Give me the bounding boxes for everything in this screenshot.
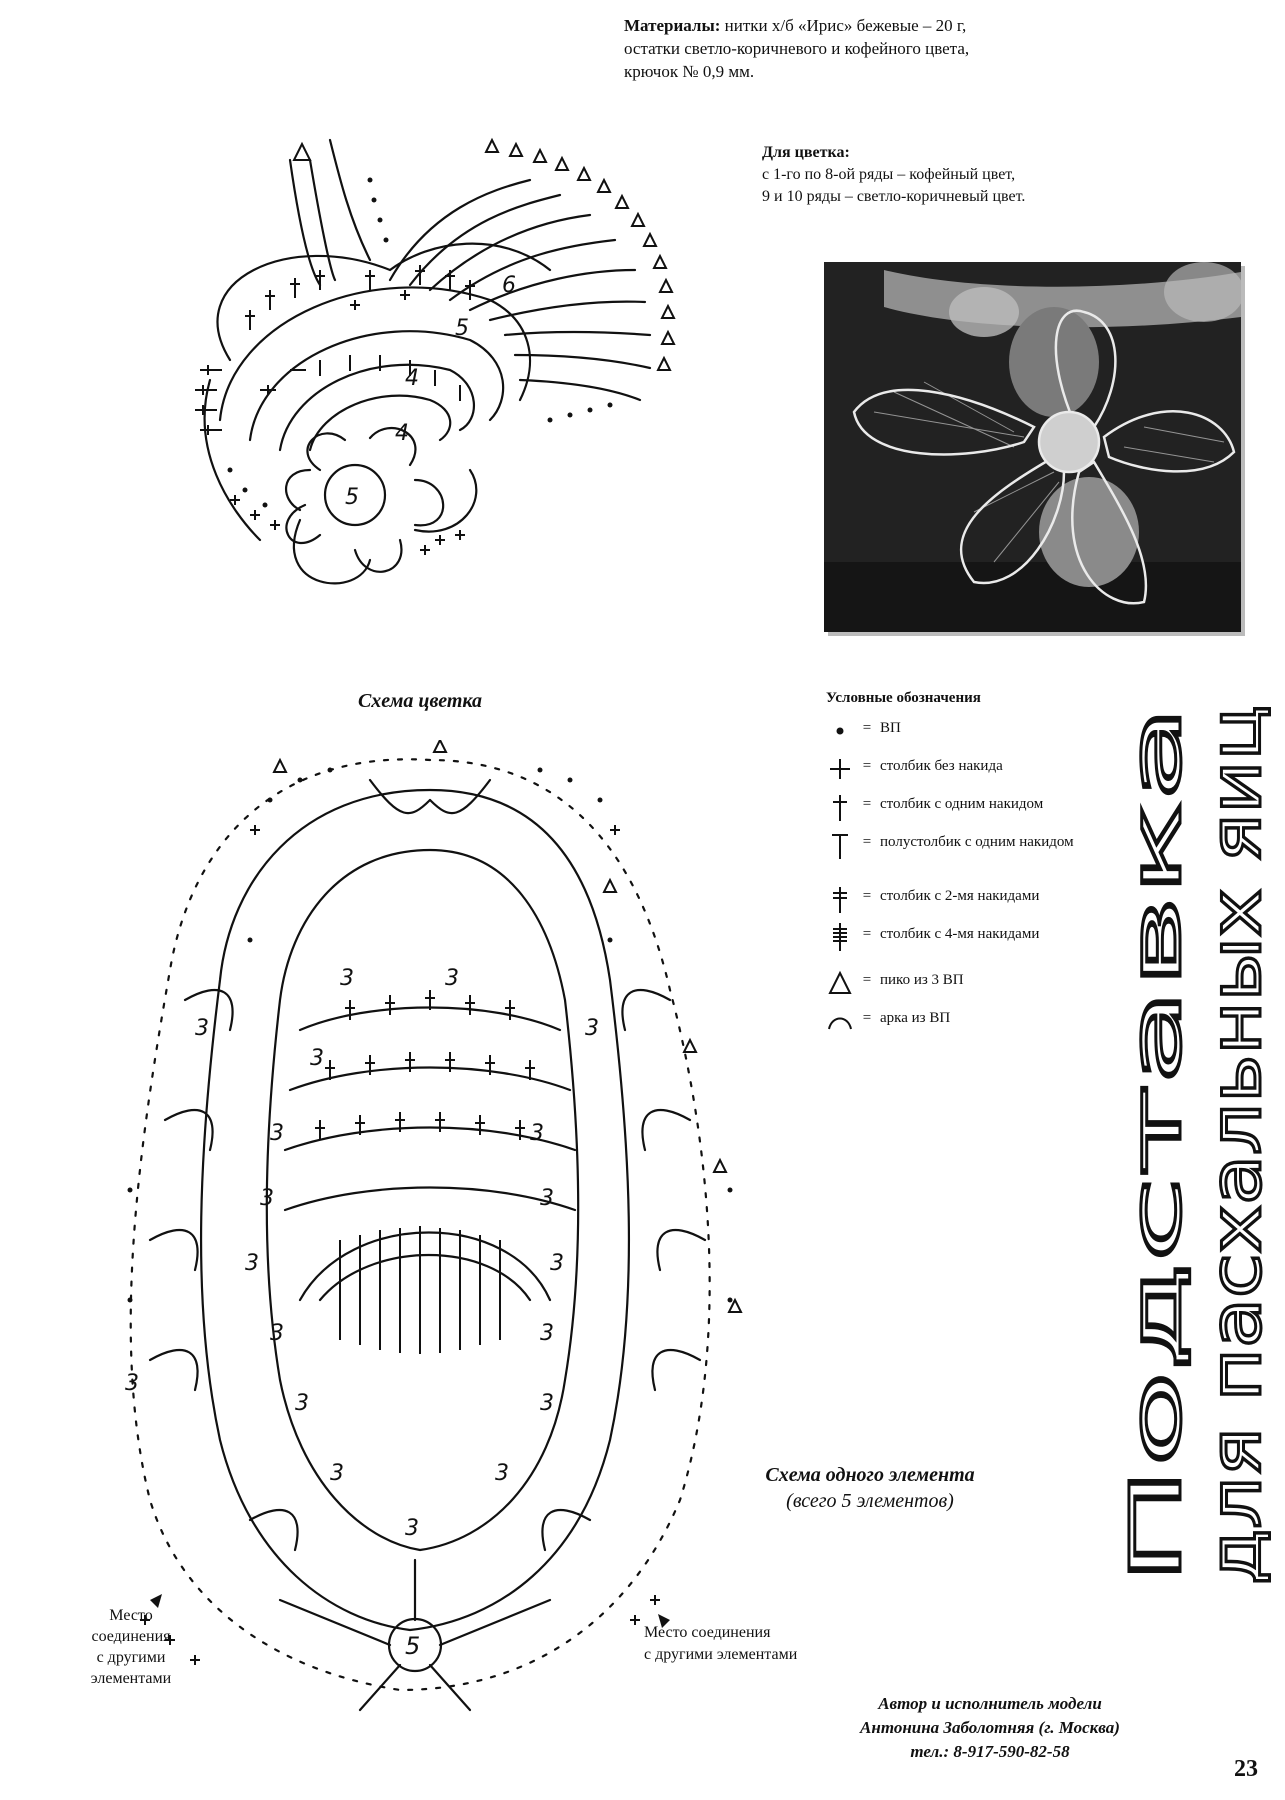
legend-eq: = <box>862 834 872 850</box>
element-number-3-m: 3 <box>540 1321 554 1346</box>
legend <box>826 690 1126 1045</box>
element-number-3-c: 3 <box>340 966 354 991</box>
legend-eq: = <box>862 972 872 988</box>
join-left-line3: с другими <box>96 1649 166 1666</box>
title-line2: для пасхальных яиц <box>1195 830 1277 1585</box>
legend-item-dc <box>826 793 1126 831</box>
legend-item-chain <box>826 717 1126 755</box>
element-number-3-h: 3 <box>260 1186 274 1211</box>
legend-eq: = <box>862 926 872 942</box>
element-number-3-b: 3 <box>585 1016 599 1041</box>
legend-item-hdc <box>826 831 1126 885</box>
legend-eq: = <box>862 796 872 812</box>
flower-note-block <box>762 142 1182 208</box>
legend-text: столбик с 2-мя накидами <box>880 888 1040 904</box>
element-number-3-s: 3 <box>405 1516 419 1541</box>
author-line2: Антонина Заболотняя (г. Москва) <box>860 1718 1120 1737</box>
flower-row-number-b: 4 <box>405 366 419 391</box>
legend-eq: = <box>862 758 872 774</box>
element-number-3-k: 3 <box>550 1251 564 1276</box>
element-number-3-l: 3 <box>270 1321 284 1346</box>
flower-diagram <box>170 120 810 680</box>
join-left-line4: элементами <box>90 1670 172 1687</box>
author-line1: Автор и исполнитель модели <box>878 1694 1102 1713</box>
join-right-line2: с другими элементами <box>644 1646 798 1663</box>
join-right-line1: Место соединения <box>644 1624 771 1641</box>
legend-item-picot <box>826 969 1126 1007</box>
element-number-3-n: 3 <box>125 1371 139 1396</box>
legend-text: ВП <box>880 720 901 736</box>
element-caption-title: Схема одного элемента <box>765 1464 975 1486</box>
dot-chain-icon <box>826 717 854 745</box>
element-caption-subtitle: (всего 5 элементов) <box>786 1490 954 1512</box>
materials-block <box>624 14 1184 83</box>
legend-item-dtr4 <box>826 923 1126 969</box>
legend-item-tr <box>826 885 1126 923</box>
arc-chain-icon <box>826 1007 854 1035</box>
element-number-3-r: 3 <box>495 1461 509 1486</box>
title-line1: Подставка <box>1115 1192 1197 1585</box>
join-left-line2: соединения <box>91 1628 171 1645</box>
legend-text: столбик с одним накидом <box>880 796 1044 812</box>
triangle-picot-icon <box>826 969 854 997</box>
materials-line3: крючок № 0,9 мм. <box>624 62 755 81</box>
legend-eq: = <box>862 888 872 904</box>
legend-item-arc <box>826 1007 1126 1045</box>
legend-text: столбик без накида <box>880 758 1003 774</box>
element-center-number: 5 <box>405 1632 421 1660</box>
hdc-icon <box>826 831 854 859</box>
flower-note-line2: 9 и 10 ряды – светло-коричневый цвет. <box>762 188 1026 205</box>
element-number-3-d: 3 <box>445 966 459 991</box>
legend-text: пико из 3 ВП <box>880 972 964 988</box>
flower-row-number-center: 5 <box>345 485 359 510</box>
flower-row-number-d: 6 <box>502 273 516 298</box>
join-label-right <box>644 1622 884 1666</box>
product-photo <box>824 262 1241 632</box>
element-number-3-a: 3 <box>195 1016 209 1041</box>
tr-icon <box>826 885 854 913</box>
flower-note-label: Для цветка: <box>762 144 850 161</box>
legend-eq: = <box>862 720 872 736</box>
legend-item-sc <box>826 755 1126 793</box>
author-block <box>800 1692 1180 1764</box>
egg-stand-photo-image <box>824 262 1241 632</box>
materials-label: Материалы: <box>624 16 721 35</box>
dtr4-icon <box>826 923 854 951</box>
flower-row-number-a: 4 <box>395 421 409 446</box>
materials-line2: остатки светло-коричневого и кофейного цвета, <box>624 39 970 58</box>
element-diagram <box>70 740 790 1730</box>
element-number-3-j: 3 <box>245 1251 259 1276</box>
legend-text: полустолбик с одним накидом <box>880 834 1074 850</box>
element-number-3-g: 3 <box>530 1121 544 1146</box>
join-left-line1: Место <box>109 1607 153 1624</box>
element-number-3-f: 3 <box>270 1121 284 1146</box>
plus-sc-icon <box>826 755 854 783</box>
flower-row-number-c: 5 <box>455 316 469 341</box>
flower-note-line1: с 1-го по 8-ой ряды – кофейный цвет, <box>762 166 1016 183</box>
legend-title: Условные обозначения <box>826 690 981 706</box>
element-number-3-i: 3 <box>540 1186 554 1211</box>
element-number-3-o: 3 <box>295 1391 309 1416</box>
flower-diagram-caption: Схема цветка <box>357 690 483 712</box>
vertical-title <box>1108 685 1278 1585</box>
materials-line1: нитки х/б «Ирис» бежевые – 20 г, <box>720 16 967 35</box>
dc-icon <box>826 793 854 821</box>
join-label-left <box>66 1605 196 1689</box>
legend-eq: = <box>862 1010 872 1026</box>
legend-text: столбик с 4-мя накидами <box>880 926 1040 942</box>
element-number-3-q: 3 <box>330 1461 344 1486</box>
page-number: 23 <box>1234 1756 1258 1782</box>
element-number-3-e: 3 <box>310 1046 324 1071</box>
author-phone: тел.: 8-917-590-82-58 <box>910 1742 1070 1761</box>
element-diagram-caption <box>720 1462 1020 1514</box>
legend-text: арка из ВП <box>880 1010 951 1026</box>
element-number-3-p: 3 <box>540 1391 554 1416</box>
